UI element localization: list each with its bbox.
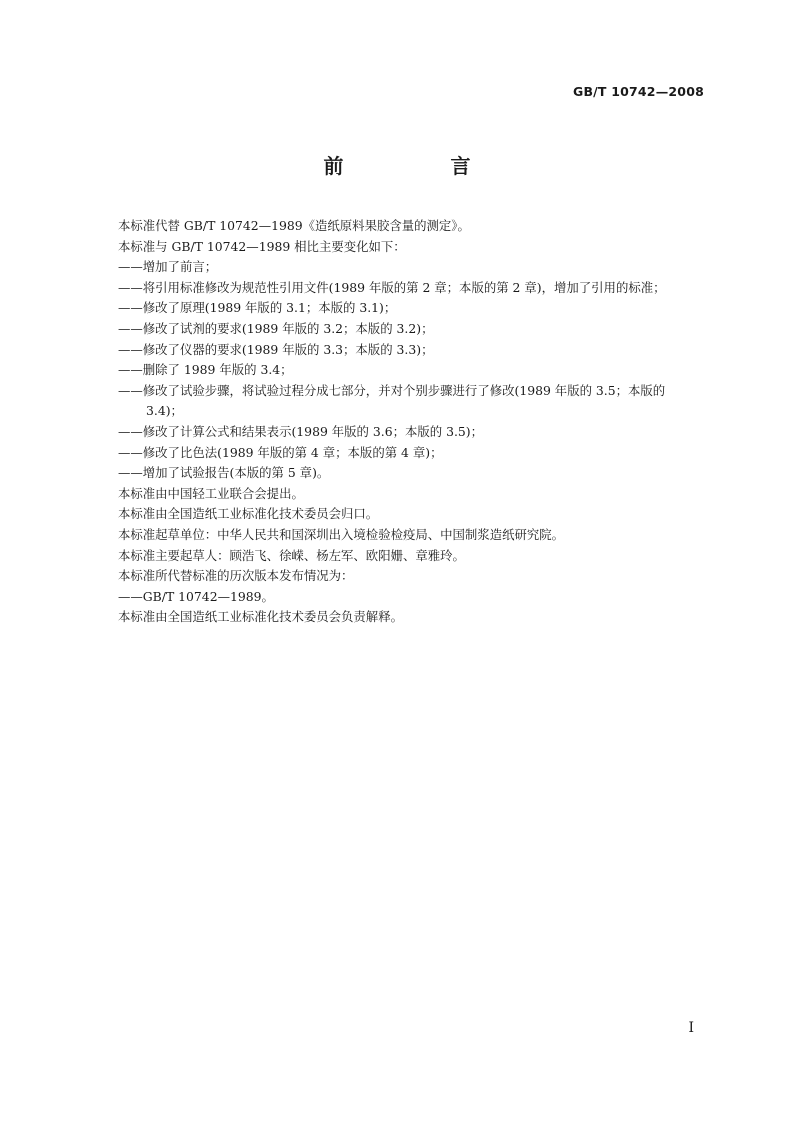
change-item: ——修改了比色法(1989 年版的第 4 章；本版的第 4 章)； (118, 444, 443, 460)
change-item: ——删除了 1989 年版的 3.4； (118, 362, 293, 378)
change-item: ——增加了试验报告(本版的第 5 章)。 (118, 465, 330, 481)
change-item: ——修改了仪器的要求(1989 年版的 3.3；本版的 3.3)； (118, 341, 434, 357)
page-title: 前 言 (323, 154, 521, 178)
change-item-continuation: 3.4)； (146, 403, 183, 419)
change-item: ——增加了前言； (118, 259, 218, 275)
change-item: ——修改了试剂的要求(1989 年版的 3.2；本版的 3.2)； (118, 320, 434, 336)
page-number: I (688, 1020, 694, 1036)
standard-code: GB/T 10742—2008 (572, 84, 704, 99)
change-item: ——修改了原理(1989 年版的 3.1；本版的 3.1)； (118, 300, 397, 316)
paragraph-changes-intro: 本标准与 GB/T 10742—1989 相比主要变化如下： (118, 238, 406, 254)
paragraph-proposed-by: 本标准由中国轻工业联合会提出。 (118, 485, 304, 501)
paragraph-drafters: 本标准主要起草人：顾浩飞、徐嵘、杨左军、欧阳姗、章雅玲。 (118, 547, 465, 563)
history-item: ——GB/T 10742—1989。 (118, 588, 274, 604)
change-item: ——将引用标准修改为规范性引用文件(1989 年版的第 2 章；本版的第 2 章)，增加了引用的标准； (118, 279, 666, 295)
paragraph-history-intro: 本标准所代替标准的历次版本发布情况为： (118, 568, 354, 584)
paragraph-interpretation: 本标准由全国造纸工业标准化技术委员会负责解释。 (118, 609, 403, 625)
paragraph-drafting-units: 本标准起草单位：中华人民共和国深圳出入境检验检疫局、中国制浆造纸研究院。 (118, 526, 565, 542)
paragraph-replaces: 本标准代替 GB/T 10742—1989《造纸原料果胶含量的测定》。 (118, 218, 470, 233)
paragraph-centralized-by: 本标准由全国造纸工业标准化技术委员会归口。 (118, 506, 379, 522)
change-item: ——修改了试验步骤，将试验过程分成七部分，并对个别步骤进行了修改(1989 年版的 3.5；本版的 (118, 382, 666, 398)
foreword-body (118, 216, 708, 628)
change-item: ——修改了计算公式和结果表示(1989 年版的 3.6；本版的 3.5)； (118, 423, 484, 439)
